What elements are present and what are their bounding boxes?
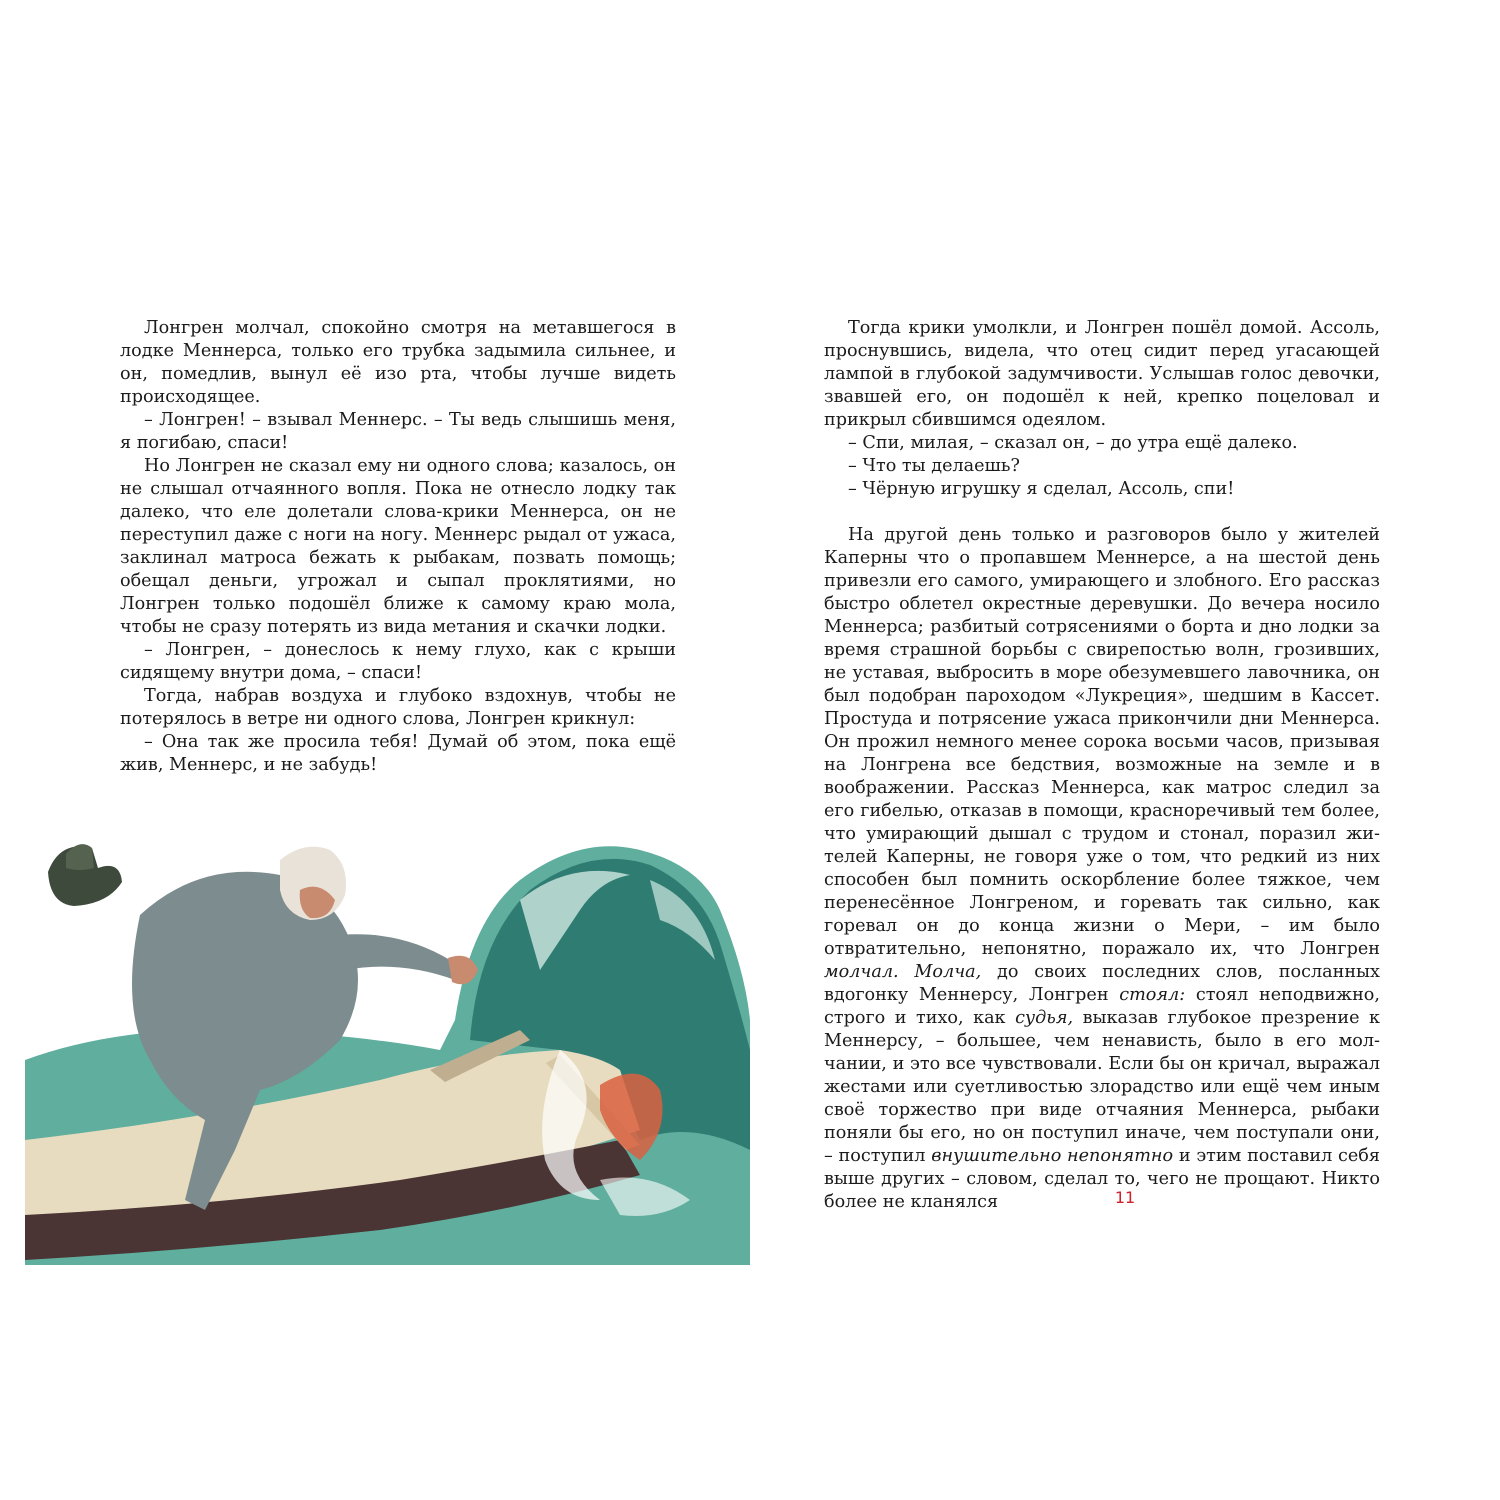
italic-run: молчал. Молча, <box>824 962 982 982</box>
paragraph: – Чёрную игрушку я сделал, Ассоль, спи! <box>848 479 1235 499</box>
text-run: выказав глубокое презрение к Меннерсу, – большее, чем ненависть, было в его молчании, и это все чувствовали. Если бы он кричал, выражал жестами или суетливостью злорадство или ещё чем иным своё торжество при виде отчаяния Меннерса, рыбаки поняли бы его, но он поступил иначе, чем поступали они, – поступил <box>824 1008 1380 1166</box>
text-run: стоял неподвижно, строго и тихо, как <box>824 985 1380 1028</box>
right-page <box>750 0 1500 1500</box>
flying-hat-icon <box>48 844 122 906</box>
text-run: и этим поставил себя выше других – словом, сделал то, чего не прощают. Никто более не кланялся <box>824 1146 1380 1212</box>
text-run: до своих последних слов, посланных вдогонку Меннерсу, Лонгрен <box>824 962 1380 1005</box>
paragraph: – Лонгрен! – взывал Меннерс. – Ты ведь слышишь меня, я погибаю, спаси! <box>120 410 676 453</box>
illustration-drawing <box>0 820 750 1270</box>
paragraph: – Она так же просила тебя! Думай об этом, пока ещё жив, Меннерс, и не забудь! <box>120 732 676 775</box>
boat-storm-illustration <box>0 820 750 1270</box>
paragraph: Тогда крики умолкли, и Лонгрен пошёл домой. Ассоль, проснувшись, видела, что отец сидит перед угасающей лампой в глубокой задумчивости. Услышав голос девочки, звавшей его, он подошёл к ней, крепко поцеловал и прикрыл сбившимся одеялом. <box>824 318 1380 430</box>
long-paragraph <box>824 524 1380 1214</box>
paragraph: – Спи, милая, – сказал он, – до утра ещё далеко. <box>848 433 1298 453</box>
text-run: На другой день только и разговоров было у жителей Каперны что о пропавшем Меннерсе, а на шестой день привезли его самого, умирающего и злобного. Его рассказ быстро облетел окрестные деревушки. До вечера носило Меннерса; разбитый сотрясениями о борта и дно лодки за время страшной борьбы с свирепостью волн, грозивших, не уставая, выбросить в море обезумевшего лавочника, он был подобран пароходом «Лукреция», шедшим в Кассет. Простуда и потрясение ужаса прикончили дни Меннерса. Он прожил немного менее сорока восьми часов, призывая на Лонгрена все бедствия, возможные на земле и в воображении. Рассказ Меннерса, как матрос следил за его гибелью, отказав в помощи, красноречивый тем более, что умирающий дышал с трудом и стонал, поразил жителей Каперны, не говоря уже о том, что редкий из них способен был помнить оскорбление более тяжкое, чем перенесённое Лонгреном, и горевать так сильно, как горевал он до конца жизни о Мери, – им было отвратительно, непонятно, поражало их, что Лонгрен <box>824 525 1380 959</box>
paragraph: Лонгрен молчал, спокойно смотря на метавшегося в лодке Меннерса, только его трубка задымила сильнее, и он, помедлив, вынул её изо рта, чтобы лучше видеть происходящее. <box>120 318 676 407</box>
page-number: 11 <box>1114 1188 1136 1207</box>
italic-run: внушительно непонятно <box>931 1146 1174 1166</box>
paragraph: – Что ты делаешь? <box>848 456 1020 476</box>
italic-run: судья, <box>1015 1008 1074 1028</box>
left-text-column <box>120 317 676 777</box>
paragraph: Но Лонгрен не сказал ему ни одного слова; казалось, он не слышал отчаянного вопля. Пока не отнесло лодку так далеко, что еле долетали слова-крики Меннерса, он не переступил даже с ноги на ногу. Меннерс рыдал от ужаса, заклинал матроса бежать к рыбакам, позвать помощь; обещал деньги, угрожал и сыпал проклятиями, но Лонгрен только подошёл ближе к самому краю мола, чтобы не сразу потерять из вида метания и скачки лодки. <box>120 456 676 637</box>
right-text-column <box>824 317 1380 1214</box>
paragraph: – Лонгрен, – донеслось к нему глухо, как с крыши сидящему внутри дома, – спаси! <box>120 640 676 683</box>
italic-run: стоял: <box>1119 985 1186 1005</box>
paragraph: Тогда, набрав воздуха и глубоко вздохнув, чтобы не потерялось в ветре ни одного слова, Лонгрен крикнул: <box>120 686 676 729</box>
